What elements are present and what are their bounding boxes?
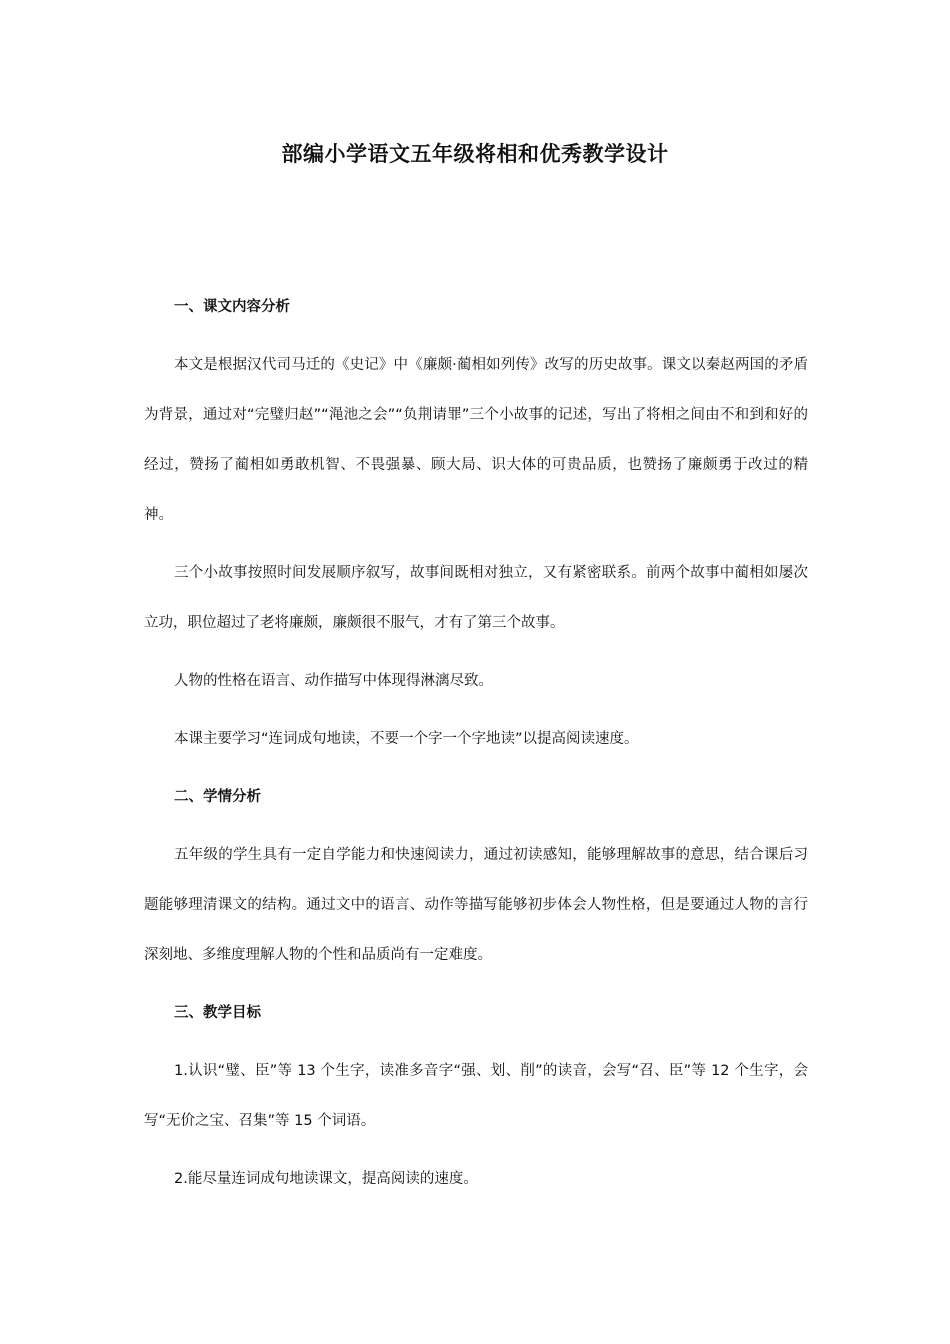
paragraph: 五年级的学生具有一定自学能力和快速阅读力，通过初读感知，能够理解故事的意思，结合课后习题能够理清课文的结构。通过文中的语言、动作等描写能够初步体会人物性格，但是要通过人物的言行深刻地、多维度理解人物的个性和品质尚有一定难度。 — [144, 847, 808, 963]
section-heading-teaching-goals: 三、教学目标 — [174, 1005, 261, 1021]
paragraph: 三个小故事按照时间发展顺序叙写，故事间既相对独立，又有紧密联系。前两个故事中蔺相如屡次立功，职位超过了老将廉颇，廉颇很不服气，才有了第三个故事。 — [144, 565, 808, 631]
section-heading-content-analysis: 一、课文内容分析 — [174, 299, 290, 315]
paragraph: 2.能尽量连词成句地读课文，提高阅读的速度。 — [174, 1171, 478, 1187]
paragraph: 本文是根据汉代司马迁的《史记》中《廉颇·蔺相如列传》改写的历史故事。课文以秦赵两国的矛盾为背景，通过对“完璧归赵”“渑池之会”“负荆请罪”三个小故事的记述，写出了将相之间由不和到和好的经过，赞扬了蔺相如勇敢机智、不畏强暴、顾大局、识大体的可贵品质，也赞扬了廉颇勇于改过的精神。 — [144, 357, 808, 523]
paragraph: 1.认识“璧、臣”等 13 个生字，读准多音字“强、划、削”的读音，会写“召、臣”等 12 个生字，会写“无价之宝、召集”等 15 个词语。 — [144, 1063, 808, 1129]
document-body — [144, 282, 808, 1212]
paragraph: 本课主要学习“连词成句地读，不要一个字一个字地读”以提高阅读速度。 — [174, 731, 639, 747]
document-title: 部编小学语文五年级将相和优秀教学设计 — [281, 142, 669, 166]
section-heading-student-analysis: 二、学情分析 — [174, 789, 261, 805]
paragraph: 人物的性格在语言、动作描写中体现得淋漓尽致。 — [174, 673, 493, 689]
